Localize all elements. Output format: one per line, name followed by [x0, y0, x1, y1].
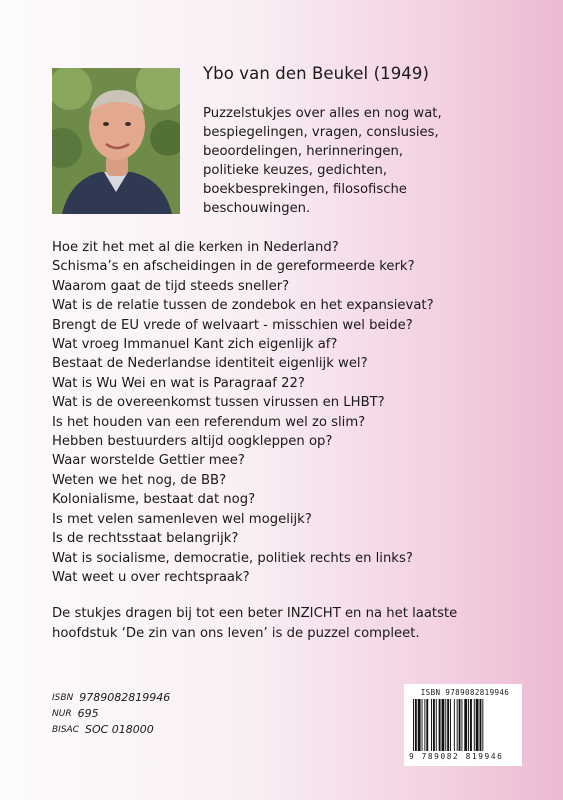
- barcode-bar: [442, 699, 445, 751]
- closing-line: hoofdstuk ‘De zin van ons leven’ is de puzzel compleet.: [52, 626, 420, 641]
- question-item: Weten we het nog, de BB?: [52, 472, 227, 488]
- description-line: bespiegelingen, vragen, conslusies,: [203, 125, 439, 140]
- barcode-bar: [415, 699, 417, 751]
- barcode-bar: [464, 699, 467, 751]
- question-item: Wat is socialisme, democratie, politiek rechts en links?: [52, 550, 413, 566]
- barcode-bar: [482, 699, 483, 751]
- closing-paragraph: [52, 604, 522, 644]
- barcode-bar: [426, 699, 428, 751]
- question-item: Wat is de relatie tussen de zondebok en het expansievat?: [52, 298, 434, 314]
- barcode-bar: [480, 699, 482, 751]
- question-item: Waar worstelde Gettier mee?: [52, 453, 245, 469]
- barcode-bar: [470, 699, 472, 751]
- barcode-bar: [454, 699, 455, 751]
- question-item: Schisma’s en afscheidingen in de gereformeerde kerk?: [52, 259, 415, 275]
- author-photo: [52, 68, 180, 214]
- question-item: Brengt de EU vrede of welvaart - misschien wel beide?: [52, 317, 413, 333]
- barcode-digits: 9 789082 819946: [409, 752, 504, 761]
- description-line: politieke keuzes, gedichten,: [203, 163, 388, 178]
- barcode-bar: [450, 699, 451, 751]
- bisac-label: BISAC: [52, 725, 79, 735]
- question-item: Wat weet u over rechtspraak?: [52, 569, 250, 585]
- question-item: Kolonialisme, bestaat dat nog?: [52, 492, 256, 508]
- barcode-bars: [413, 699, 517, 751]
- question-item: Wat is de overeenkomst tussen virussen en LHBT?: [52, 395, 385, 411]
- barcode: [404, 684, 522, 766]
- description-line: Puzzelstukjes over alles en nog wat,: [203, 106, 442, 121]
- barcode-bar: [468, 699, 469, 751]
- description-line: boekbesprekingen, filosofische: [203, 182, 407, 197]
- barcode-bar: [447, 699, 449, 751]
- barcode-bar: [424, 699, 425, 751]
- bisac-value: SOC 018000: [84, 723, 154, 736]
- question-item: Bestaat de Nederlandse identiteit eigenlijk wel?: [52, 356, 368, 372]
- barcode-bar: [439, 699, 441, 751]
- bisac-row: [52, 722, 170, 738]
- description-line: beschouwingen.: [203, 201, 311, 216]
- question-item: Wat is Wu Wei en wat is Paragraaf 22?: [52, 375, 305, 391]
- barcode-isbn-text: ISBN 9789082819946: [420, 688, 510, 697]
- barcode-bar: [433, 699, 435, 751]
- barcode-bar: [436, 699, 437, 751]
- barcode-bar: [418, 699, 421, 751]
- question-item: Waarom gaat de tijd steeds sneller?: [52, 278, 290, 294]
- barcode-bar: [431, 699, 432, 751]
- nur-row: [52, 706, 170, 722]
- question-item: Is het houden van een referendum wel zo slim?: [52, 414, 366, 430]
- isbn-value: 9789082819946: [79, 691, 171, 704]
- barcode-bar: [445, 699, 446, 751]
- question-list: [52, 238, 522, 587]
- nur-label: NUR: [52, 709, 72, 719]
- question-item: Hebben bestuurders altijd oogkleppen op?: [52, 434, 333, 450]
- nur-value: 695: [77, 707, 99, 720]
- isbn-label: ISBN: [52, 693, 74, 703]
- author-name: Ybo van den Beukel (1949): [203, 64, 430, 83]
- barcode-bar: [476, 699, 479, 751]
- question-item: Is de rechtsstaat belangrijk?: [52, 531, 239, 547]
- barcode-bar: [413, 699, 414, 751]
- question-item: Hoe zit het met al die kerken in Nederland?: [52, 240, 339, 255]
- question-item: Is met velen samenleven wel mogelijk?: [52, 511, 312, 527]
- barcode-bar: [457, 699, 458, 751]
- closing-line: De stukjes dragen bij tot een beter INZICHT en na het laatste: [52, 606, 458, 621]
- book-description: [203, 104, 503, 218]
- barcode-bar: [461, 699, 462, 751]
- isbn-row: [52, 690, 170, 706]
- barcode-bar: [422, 699, 423, 751]
- book-metadata: [52, 690, 170, 738]
- barcode-bar: [459, 699, 461, 751]
- question-item: Wat vroeg Immanuel Kant zich eigenlijk af?: [52, 337, 338, 353]
- description-line: beoordelingen, herinneringen,: [203, 144, 404, 159]
- barcode-bar: [474, 699, 475, 751]
